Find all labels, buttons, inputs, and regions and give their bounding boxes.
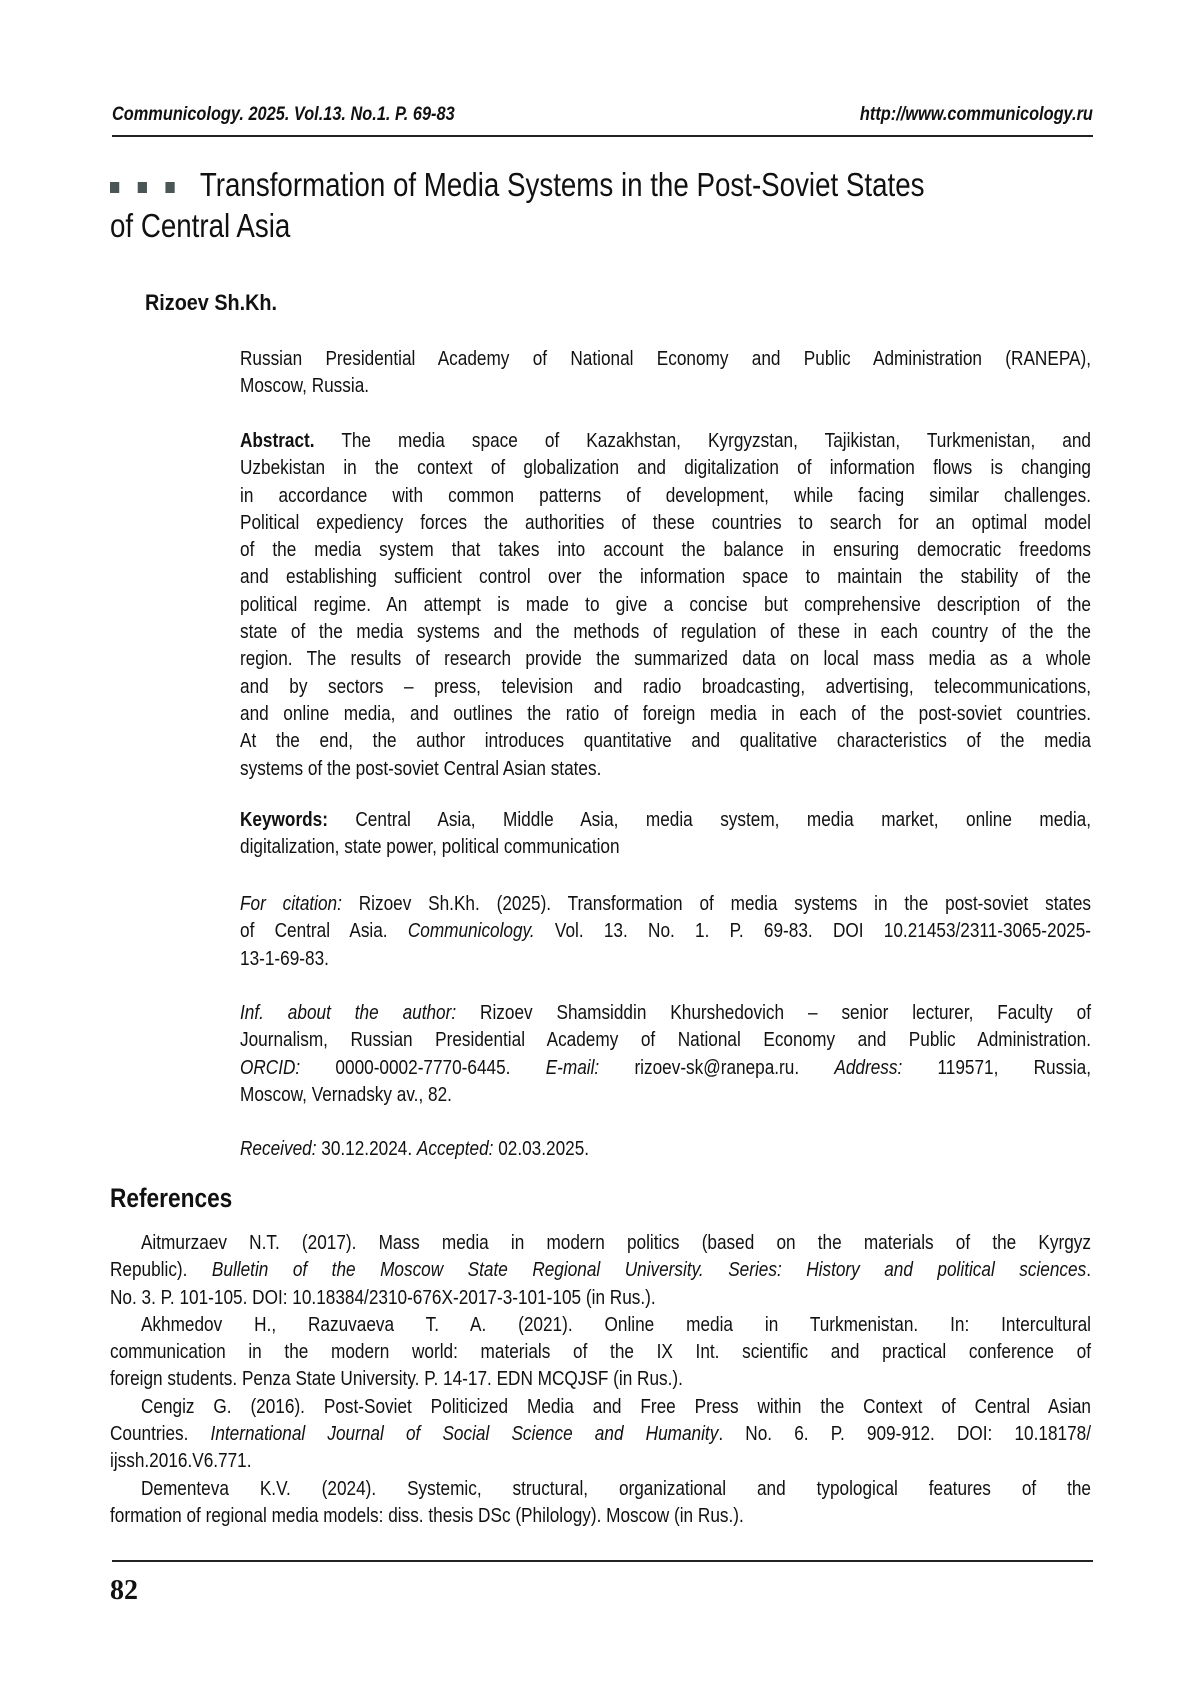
text-segment: Accepted: <box>417 1138 493 1160</box>
text-line <box>240 1136 1091 1163</box>
text-line <box>240 891 1091 918</box>
text-segment: of the media system that takes into account the balance in ensuring democratic freedoms <box>240 539 1091 561</box>
text-line <box>110 1394 1091 1421</box>
text-line <box>110 1421 1091 1448</box>
text-line <box>240 646 1091 673</box>
title-line-2: of Central Asia <box>110 205 924 246</box>
article-title <box>110 164 924 246</box>
text-line <box>240 1000 1091 1027</box>
text-line <box>240 592 1091 619</box>
text-segment: rizoev-sk@ranepa.ru. <box>599 1057 834 1079</box>
text-segment: For citation: <box>240 893 342 915</box>
running-header <box>112 104 1093 130</box>
text-line <box>240 564 1091 591</box>
text-segment: Journalism, Russian Presidential Academy of National Economy and Public Administration. <box>240 1029 1091 1051</box>
reference-item <box>110 1476 1091 1531</box>
text-segment: Communicology. <box>408 920 535 942</box>
text-segment: Keywords: <box>240 809 328 831</box>
text-line <box>240 1082 1091 1109</box>
journal-url[interactable]: http://www.communicology.ru <box>860 104 1093 126</box>
text-line <box>110 1448 1091 1475</box>
text-segment: 02.03.2025. <box>493 1138 589 1160</box>
text-line <box>240 946 1091 973</box>
text-segment: 0000-0002-7770-6445. <box>300 1057 545 1079</box>
square-bullet-icon <box>165 182 174 193</box>
text-segment: Rizoev Sh.Kh. (2025). Transformation of media systems in the post-soviet states <box>342 893 1091 915</box>
text-line <box>240 510 1091 537</box>
text-segment: Republic). <box>110 1259 212 1281</box>
text-segment: ORCID: <box>240 1057 300 1079</box>
text-segment: Inf. about the author: <box>240 1002 456 1024</box>
text-segment: Received: <box>240 1138 316 1160</box>
text-segment: Moscow, Russia. <box>240 375 369 397</box>
text-line <box>240 674 1091 701</box>
header-divider <box>112 135 1093 137</box>
text-segment: formation of regional media models: diss. thesis DSc (Philology). Moscow (in Rus.). <box>110 1505 744 1527</box>
text-segment: digitalization, state power, political communication <box>240 836 620 858</box>
text-line <box>110 1366 1091 1393</box>
text-segment: of Central Asia. <box>240 920 408 942</box>
page-number: 82 <box>110 1575 138 1607</box>
text-line <box>240 346 1091 373</box>
reference-item <box>110 1230 1091 1312</box>
abstract <box>240 428 1091 783</box>
text-line <box>110 1285 1091 1312</box>
text-segment: Uzbekistan in the context of globalization and digitalization of information flows is changing <box>240 457 1091 479</box>
text-segment: Russian Presidential Academy of National Economy and Public Administration (RANEPA), <box>240 348 1091 370</box>
text-line <box>240 918 1091 945</box>
author-info <box>240 1000 1091 1109</box>
text-segment: and establishing sufficient control over the information space to maintain the stability of the <box>240 566 1091 588</box>
text-segment: The media space of Kazakhstan, Kyrgyzstan, Tajikistan, Turkmenistan, and <box>315 430 1091 452</box>
square-bullet-icon <box>138 182 147 193</box>
text-segment: At the end, the author introduces quantitative and qualitative characteristics of the media <box>240 730 1091 752</box>
text-segment: ijssh.2016.V6.771. <box>110 1450 252 1472</box>
text-segment: systems of the post-soviet Central Asian states. <box>240 758 601 780</box>
text-line <box>240 537 1091 564</box>
square-bullet-icon <box>110 182 119 193</box>
keywords <box>240 807 1091 862</box>
text-segment: 30.12.2024. <box>316 1138 416 1160</box>
references-list <box>110 1230 1091 1530</box>
text-segment: Akhmedov H., Razuvaeva T. A. (2021). Online media in Turkmenistan. In: Intercultural <box>141 1314 1091 1336</box>
text-segment: Countries. <box>110 1423 211 1445</box>
text-segment: and online media, and outlines the ratio of foreign media in each of the post-soviet countries. <box>240 703 1091 725</box>
text-line <box>240 1055 1091 1082</box>
text-line <box>110 1230 1091 1257</box>
journal-citation: Communicology. 2025. Vol.13. No.1. P. 69-83 <box>112 104 455 126</box>
text-segment: state of the media systems and the methods of regulation of these in each country of the the <box>240 621 1091 643</box>
references-heading: References <box>110 1183 232 1214</box>
text-segment: Address: <box>834 1057 902 1079</box>
text-segment: Political expediency forces the authorities of these countries to search for an optimal model <box>240 512 1091 534</box>
text-line <box>240 428 1091 455</box>
text-segment: International Journal of Social Science and Humanity <box>211 1423 719 1445</box>
text-segment: Vol. 13. No. 1. P. 69-83. DOI 10.21453/2311-3065-2025- <box>535 920 1091 942</box>
title-line-1: Transformation of Media Systems in the Post-Soviet States <box>200 166 925 203</box>
text-segment: Cengiz G. (2016). Post-Soviet Politicized Media and Free Press within the Context of Central Asian <box>141 1396 1091 1418</box>
text-segment: 119571, Russia, <box>902 1057 1091 1079</box>
text-line <box>240 373 1091 400</box>
dates <box>240 1136 1091 1163</box>
text-segment: E-mail: <box>546 1057 600 1079</box>
text-line <box>240 728 1091 755</box>
text-segment: political regime. An attempt is made to give a concise but comprehensive description of the <box>240 594 1091 616</box>
text-line <box>110 1503 1091 1530</box>
citation <box>240 891 1091 973</box>
text-segment: Rizoev Shamsiddin Khurshedovich – senior lecturer, Faculty of <box>456 1002 1091 1024</box>
text-line <box>240 619 1091 646</box>
author-name: Rizoev Sh.Kh. <box>145 290 277 316</box>
text-segment: Dementeva K.V. (2024). Systemic, structural, organizational and typological features of the <box>141 1478 1091 1500</box>
text-segment: in accordance with common patterns of development, while facing similar challenges. <box>240 485 1091 507</box>
text-line <box>240 756 1091 783</box>
reference-item <box>110 1312 1091 1394</box>
text-segment: Central Asia, Middle Asia, media system, media market, online media, <box>328 809 1091 831</box>
text-segment: region. The results of research provide the summarized data on local mass media as a whole <box>240 648 1091 670</box>
text-segment: Aitmurzaev N.T. (2017). Mass media in modern politics (based on the materials of the Kyrgyz <box>141 1232 1091 1254</box>
footer-divider <box>112 1560 1093 1562</box>
text-line <box>240 834 1091 861</box>
text-segment: Bulletin of the Moscow State Regional University. Series: History and political sciences <box>212 1259 1086 1281</box>
text-segment: foreign students. Penza State University. P. 14-17. EDN MCQJSF (in Rus.). <box>110 1368 683 1390</box>
text-line <box>240 455 1091 482</box>
text-segment: and by sectors – press, television and radio broadcasting, advertising, telecommunications, <box>240 676 1091 698</box>
text-line <box>240 483 1091 510</box>
text-segment: . <box>1086 1259 1091 1281</box>
text-line <box>240 701 1091 728</box>
text-segment: Moscow, Vernadsky av., 82. <box>240 1084 452 1106</box>
text-segment: . No. 6. P. 909-912. DOI: 10.18178/ <box>718 1423 1091 1445</box>
text-line <box>110 1476 1091 1503</box>
reference-item <box>110 1394 1091 1476</box>
text-line <box>240 807 1091 834</box>
text-segment: Abstract. <box>240 430 315 452</box>
affiliation <box>240 346 1091 401</box>
text-line <box>110 1257 1091 1284</box>
text-line <box>110 1339 1091 1366</box>
text-line <box>110 1312 1091 1339</box>
text-segment: communication in the modern world: materials of the IX Int. scientific and practical conference of <box>110 1341 1091 1363</box>
text-segment: 13-1-69-83. <box>240 948 329 970</box>
text-line <box>240 1027 1091 1054</box>
text-segment: No. 3. P. 101-105. DOI: 10.18384/2310-676X-2017-3-101-105 (in Rus.). <box>110 1287 656 1309</box>
